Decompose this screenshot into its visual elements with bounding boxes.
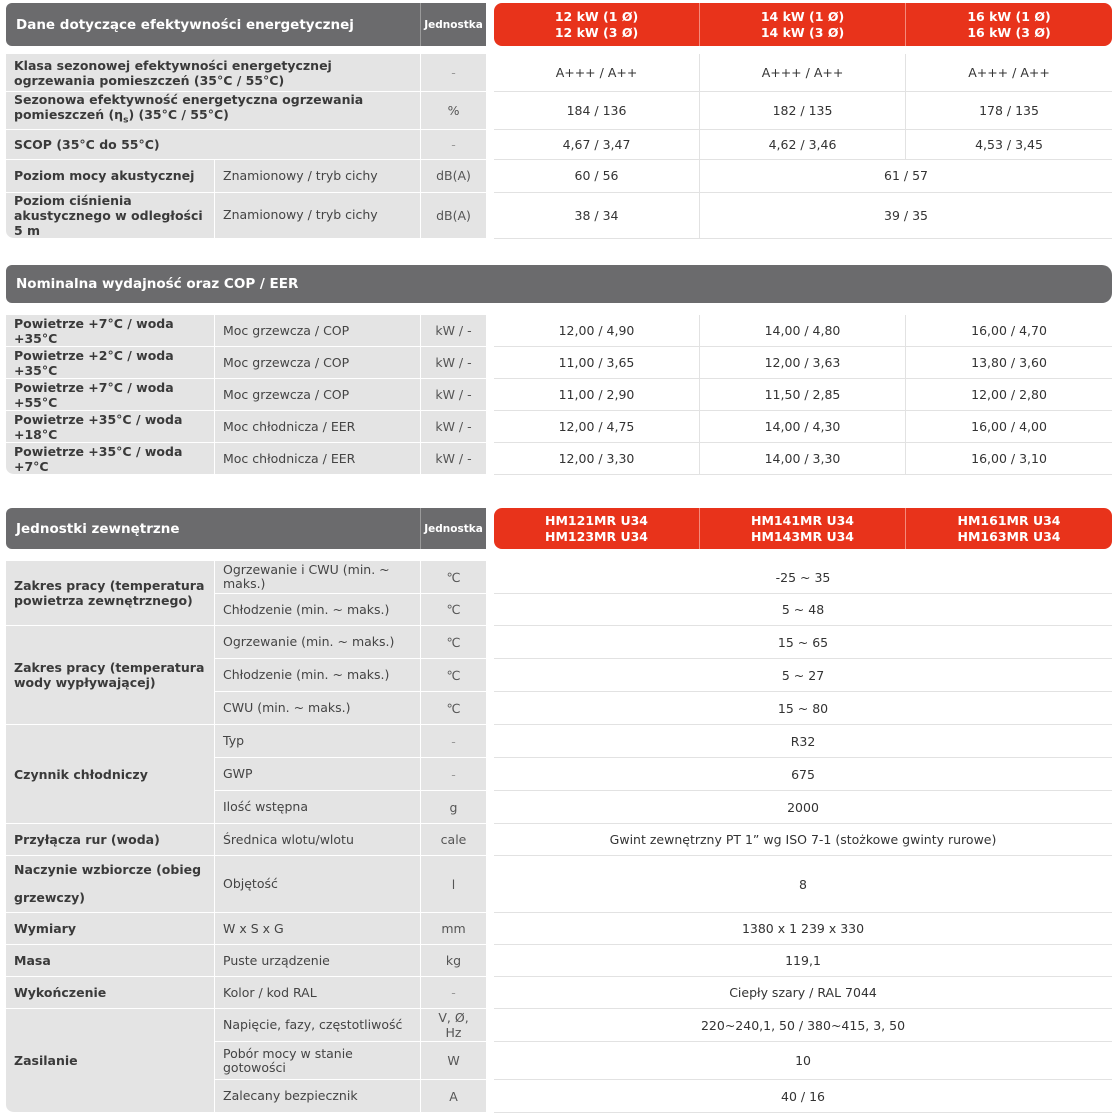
value-cell: 16,00 / 4,70 [905, 315, 1112, 347]
value-cell: A+++ / A++ [494, 54, 699, 92]
value-cell: 12,00 / 2,80 [905, 379, 1112, 411]
table-row [6, 913, 1112, 945]
unit-cell: - [420, 725, 486, 758]
param-label: Sezonowa efektywność energetyczna ogrzewania pomieszczeń $(\eta_s)$ (35°C / 55°C) [6, 92, 420, 130]
sub-param-label: Objętość [214, 856, 420, 913]
value-cell: Gwint zewnętrzny PT 1” wg ISO 7-1 (stożkowe gwinty rurowe) [494, 824, 1112, 856]
value-cell: 60 / 56 [494, 160, 699, 193]
value-cell: 11,50 / 2,85 [699, 379, 905, 411]
param-label: Powietrze +2°C / woda +35°C [6, 347, 214, 379]
sub-param-label: Moc grzewcza / COP [214, 315, 420, 347]
param-label: SCOP (35°C do 55°C) [6, 130, 420, 160]
table-row [6, 379, 1112, 411]
unit-cell: A [420, 1080, 486, 1113]
group-label: Czynnik chłodniczy [6, 725, 214, 824]
table-row [6, 977, 1112, 1009]
unit-cell: ℃ [420, 692, 486, 725]
value-cell: 5 ~ 27 [494, 659, 1112, 692]
model-column-header: HM141MR U34 HM143MR U34 [699, 508, 905, 549]
group-label: Zakres pracy (temperatura wody wypływającej) [6, 626, 214, 725]
unit-cell: ℃ [420, 626, 486, 659]
outdoor-units-table [6, 508, 1112, 1113]
unit-cell: kW / - [420, 411, 486, 443]
sub-param-label: Napięcie, fazy, częstotliwość [214, 1009, 420, 1042]
unit-cell: - [420, 130, 486, 160]
value-cell: A+++ / A++ [905, 54, 1112, 92]
value-cell: 119,1 [494, 945, 1112, 977]
table-row [6, 193, 1112, 239]
table-row [6, 160, 1112, 193]
unit-cell: kg [420, 945, 486, 977]
unit-cell: g [420, 791, 486, 824]
value-cell: 12,00 / 3,63 [699, 347, 905, 379]
value-cell: 12,00 / 3,30 [494, 443, 699, 475]
sub-param-label: Moc grzewcza / COP [214, 347, 420, 379]
value-cell: 11,00 / 2,90 [494, 379, 699, 411]
section-header: Jednostki zewnętrzne [6, 508, 420, 549]
column-header: 14 kW (1 Ø) 14 kW (3 Ø) [699, 3, 905, 46]
value-cell: 16,00 / 3,10 [905, 443, 1112, 475]
value-cell: 14,00 / 4,30 [699, 411, 905, 443]
unit-column-header: Jednostka [420, 3, 486, 46]
table-row [6, 130, 1112, 160]
energy-efficiency-table [6, 3, 1112, 239]
section-header: Dane dotyczące efektywności energetycznej [6, 3, 420, 46]
value-cell: -25 ~ 35 [494, 561, 1112, 594]
value-cell: 178 / 135 [905, 92, 1112, 130]
table-row [6, 1009, 1112, 1042]
value-cell: 4,67 / 3,47 [494, 130, 699, 160]
value-cell: 12,00 / 4,90 [494, 315, 699, 347]
group-label: Wymiary [6, 913, 214, 945]
sub-param-label: Ilość wstępna [214, 791, 420, 824]
value-cell: 11,00 / 3,65 [494, 347, 699, 379]
unit-cell: - [420, 54, 486, 92]
table-row [6, 443, 1112, 475]
param-label: Powietrze +7°C / woda +55°C [6, 379, 214, 411]
value-cell: 5 ~ 48 [494, 594, 1112, 626]
value-cell: R32 [494, 725, 1112, 758]
value-cell: 38 / 34 [494, 193, 699, 239]
column-header: 16 kW (1 Ø) 16 kW (3 Ø) [905, 3, 1112, 46]
unit-cell: kW / - [420, 315, 486, 347]
value-cell: 14,00 / 3,30 [699, 443, 905, 475]
table-row [6, 411, 1112, 443]
unit-cell: % [420, 92, 486, 130]
model-column-header: HM161MR U34 HM163MR U34 [905, 508, 1112, 549]
value-cell: 4,53 / 3,45 [905, 130, 1112, 160]
sub-param-label: Moc chłodnicza / EER [214, 443, 420, 475]
sub-param-label: GWP [214, 758, 420, 791]
unit-cell: ℃ [420, 561, 486, 594]
value-cell: Ciepły szary / RAL 7044 [494, 977, 1112, 1009]
group-label: Zasilanie [6, 1009, 214, 1113]
value-cell: 184 / 136 [494, 92, 699, 130]
sub-param-label: Puste urządzenie [214, 945, 420, 977]
value-cell: 15 ~ 65 [494, 626, 1112, 659]
value-cell: A+++ / A++ [699, 54, 905, 92]
sub-param-label: Średnica wlotu/wlotu [214, 824, 420, 856]
value-cell: 182 / 135 [699, 92, 905, 130]
table-row [6, 856, 1112, 913]
param-label: Powietrze +7°C / woda +35°C [6, 315, 214, 347]
group-label: Zakres pracy (temperatura powietrza zewnętrznego) [6, 561, 214, 626]
value-cell: 15 ~ 80 [494, 692, 1112, 725]
section-header: Nominalna wydajność oraz COP / EER [6, 265, 1112, 303]
sub-param-label: Zalecany bezpiecznik [214, 1080, 420, 1113]
nominal-capacity-table [6, 265, 1112, 475]
unit-cell: - [420, 758, 486, 791]
table-row [6, 54, 1112, 92]
unit-cell: ℃ [420, 659, 486, 692]
param-label: Powietrze +35°C / woda +7°C [6, 443, 214, 475]
param-label: Klasa sezonowej efektywności energetycznej ogrzewania pomieszczeń (35°C / 55°C) [6, 54, 420, 92]
sub-param-label: Moc chłodnicza / EER [214, 411, 420, 443]
value-cell: 39 / 35 [699, 193, 1112, 239]
unit-cell: - [420, 977, 486, 1009]
table-row [6, 945, 1112, 977]
unit-cell: mm [420, 913, 486, 945]
value-cell: 675 [494, 758, 1112, 791]
sub-param-label: Znamionowy / tryb cichy [214, 160, 420, 193]
group-label: Masa [6, 945, 214, 977]
value-cell: 8 [494, 856, 1112, 913]
sub-param-label: W x S x G [214, 913, 420, 945]
value-cell: 13,80 / 3,60 [905, 347, 1112, 379]
value-cell: 12,00 / 4,75 [494, 411, 699, 443]
param-label: Powietrze +35°C / woda +18°C [6, 411, 214, 443]
table-row [6, 347, 1112, 379]
value-cell: 40 / 16 [494, 1080, 1112, 1113]
param-label: Poziom ciśnienia akustycznego w odległości 5 m [6, 193, 214, 239]
sub-param-label: Ogrzewanie i CWU (min. ~ maks.) [214, 561, 420, 594]
unit-cell: l [420, 856, 486, 913]
sub-param-label: Chłodzenie (min. ~ maks.) [214, 594, 420, 626]
unit-cell: kW / - [420, 379, 486, 411]
unit-cell: dB(A) [420, 193, 486, 239]
unit-cell: kW / - [420, 443, 486, 475]
column-header: 12 kW (1 Ø) 12 kW (3 Ø) [494, 3, 699, 46]
unit-column-header: Jednostka [420, 508, 486, 549]
param-label: Poziom mocy akustycznej [6, 160, 214, 193]
table-row [6, 561, 1112, 594]
table-row [6, 315, 1112, 347]
unit-cell: V, Ø, Hz [420, 1009, 486, 1042]
value-cell: 14,00 / 4,80 [699, 315, 905, 347]
value-cell: 10 [494, 1042, 1112, 1080]
sub-param-label: Typ [214, 725, 420, 758]
unit-cell: dB(A) [420, 160, 486, 193]
unit-cell: W [420, 1042, 486, 1080]
group-label: Naczynie wzbiorcze (obieg grzewczy) [6, 856, 214, 913]
table-row [6, 92, 1112, 130]
sub-param-label: Moc grzewcza / COP [214, 379, 420, 411]
group-label: Przyłącza rur (woda) [6, 824, 214, 856]
value-cell: 220~240,1, 50 / 380~415, 3, 50 [494, 1009, 1112, 1042]
table-row [6, 824, 1112, 856]
sub-param-label: Chłodzenie (min. ~ maks.) [214, 659, 420, 692]
sub-param-label: Znamionowy / tryb cichy [214, 193, 420, 239]
sub-param-label: CWU (min. ~ maks.) [214, 692, 420, 725]
value-cell: 61 / 57 [699, 160, 1112, 193]
table-row [6, 725, 1112, 758]
value-cell: 1380 x 1 239 x 330 [494, 913, 1112, 945]
unit-cell: cale [420, 824, 486, 856]
sub-param-label: Ogrzewanie (min. ~ maks.) [214, 626, 420, 659]
value-cell: 4,62 / 3,46 [699, 130, 905, 160]
value-cell: 2000 [494, 791, 1112, 824]
table-row [6, 626, 1112, 659]
unit-cell: kW / - [420, 347, 486, 379]
group-label: Wykończenie [6, 977, 214, 1009]
value-cell: 16,00 / 4,00 [905, 411, 1112, 443]
unit-cell: ℃ [420, 594, 486, 626]
model-column-header: HM121MR U34 HM123MR U34 [494, 508, 699, 549]
sub-param-label: Pobór mocy w stanie gotowości [214, 1042, 420, 1080]
sub-param-label: Kolor / kod RAL [214, 977, 420, 1009]
